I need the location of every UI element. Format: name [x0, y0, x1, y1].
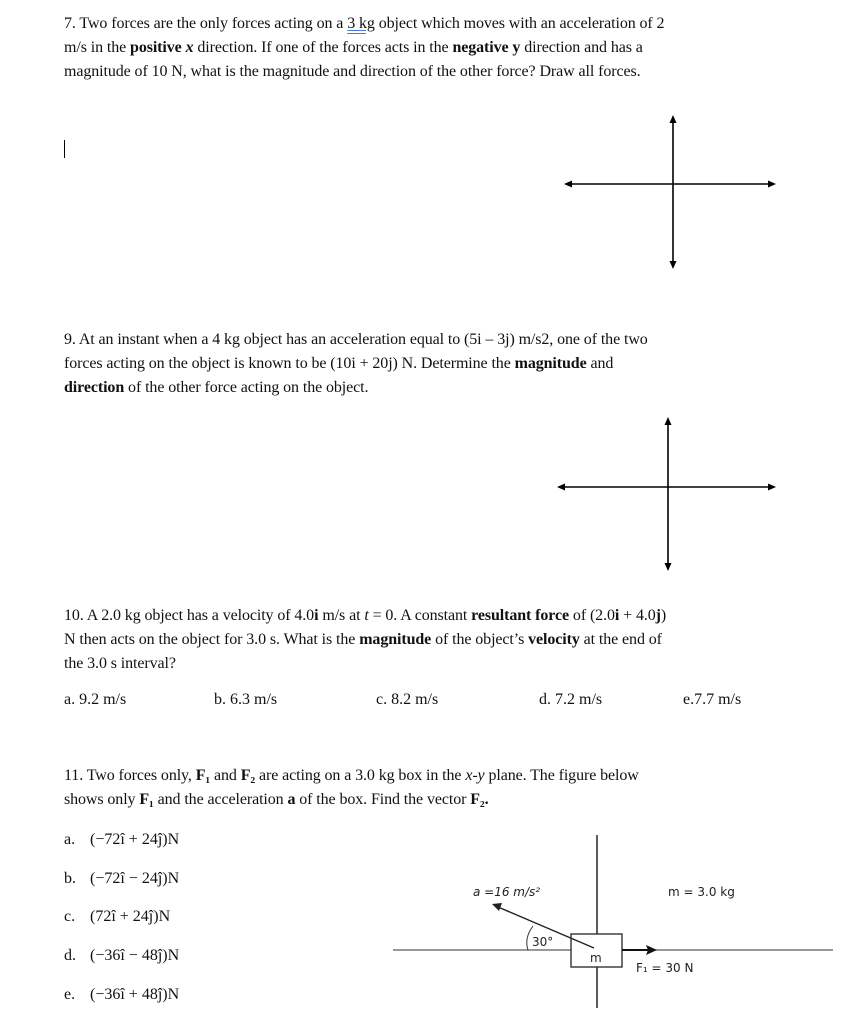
- spellcheck-underline[interactable]: 3 kg: [347, 15, 375, 32]
- q9-line-1: 9. At an instant when a 4 kg object has an acceleration equal to (5i – 3j) m/s2, one of the two: [64, 331, 648, 348]
- q7-line-3: magnitude of 10 N, what is the magnitude and direction of the other force? Draw all forces.: [64, 63, 641, 80]
- q11-choice-d: d. (−36î − 48ĵ)N: [64, 947, 180, 964]
- q9-line-2: forces acting on the object is known to be (10i + 20j) N. Determine the magnitude and: [64, 355, 614, 372]
- q10-line-2: N then acts on the object for 3.0 s. What is the magnitude of the object’s velocity at the end of: [64, 631, 662, 648]
- q11-choice-e: e. (−36î + 48ĵ)N: [64, 986, 180, 1003]
- q10-option-b: b. 6.3 m/s: [214, 691, 278, 708]
- q11-choice-b: b. (−72î − 24ĵ)N: [64, 870, 180, 887]
- q10-option-e: e.7.7 m/s: [683, 691, 742, 708]
- q9-line-3: direction of the other force acting on the object.: [64, 379, 369, 396]
- q10-option-a: a. 9.2 m/s: [64, 691, 127, 708]
- force-label: F₁ = 30 N: [636, 961, 694, 975]
- q11-line-2: shows only F₁ and the acceleration a of the box. Find the vector F₂.: [64, 791, 489, 808]
- q7-line-2: m/s in the positive x direction. If one of the forces acts in the negative y direction and has a: [64, 39, 643, 56]
- q11-line-1: 11. Two forces only, F₁ and F₂ are acting on a 3.0 kg box in the x-y plane. The figure below: [64, 767, 639, 784]
- box-label: m: [590, 951, 602, 965]
- arrowhead-icon: [492, 903, 502, 911]
- q7-line-1: 7. Two forces are the only forces acting on a 3 kg object which moves with an acceleration of 2: [64, 15, 665, 32]
- mass-label: m = 3.0 kg: [668, 885, 735, 899]
- q11-choice-c: c. (72î + 24ĵ)N: [64, 908, 171, 925]
- q10-option-c: c. 8.2 m/s: [376, 691, 439, 708]
- accel-label: a =16 m/s²: [473, 885, 541, 899]
- q11-choice-a: a. (−72î + 24ĵ)N: [64, 831, 180, 848]
- q10-line-1: 10. A 2.0 kg object has a velocity of 4.0i m/s at t = 0. A constant resultant force of (2.0i + 4.0j): [64, 607, 667, 624]
- q10-line-3: the 3.0 s interval?: [64, 655, 176, 672]
- angle-label: 30°: [532, 935, 554, 949]
- q10-option-d: d. 7.2 m/s: [539, 691, 603, 708]
